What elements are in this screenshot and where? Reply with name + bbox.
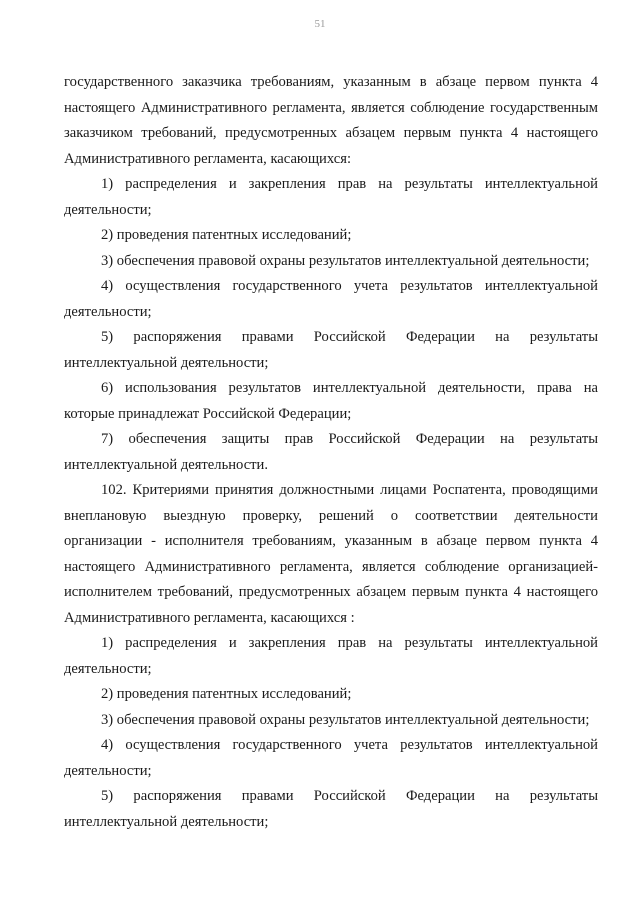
paragraph-continuation: государственного заказчика требованиям, указанным в абзаце первом пункта 4 настоящего Административного регламента, является соблюдение государственным заказчиком требований, предусмотренных абзацем первым пункта 4 настоящего Административного регламента, касающихся: xyxy=(64,74,598,167)
list-item: 7) обеспечения защиты прав Российской Федерации на результаты интеллектуальной деятельности. xyxy=(64,431,598,473)
list-item: 3) обеспечения правовой охраны результатов интеллектуальной деятельности; xyxy=(101,711,590,728)
list-item: 1) распределения и закрепления прав на результаты интеллектуальной деятельности; xyxy=(64,176,598,218)
list-item: 1) распределения и закрепления прав на результаты интеллектуальной деятельности; xyxy=(64,635,598,677)
list-item: 3) обеспечения правовой охраны результатов интеллектуальной деятельности; xyxy=(101,252,590,269)
list-item: 4) осуществления государственного учета результатов интеллектуальной деятельности; xyxy=(64,278,598,320)
list-item: 2) проведения патентных исследований; xyxy=(101,686,352,702)
list-item: 6) использования результатов интеллектуальной деятельности, права на которые принадлежат Российской Федерации; xyxy=(64,380,598,422)
section-paragraph-102: 102. Критериями принятия должностными лицами Роспатента, проводящими внеплановую выездную проверку, решений о соответствии деятельности организации - исполнителя требованиям, указанным в абзаце первом пункта 4 настоящего Административного регламента, является соблюдение организацией-исполнителем требований, предусмотренных абзацем первым пункта 4 настоящего Административного регламента, касающихся : xyxy=(64,482,598,626)
document-body xyxy=(64,70,598,835)
list-item: 4) осуществления государственного учета результатов интеллектуальной деятельности; xyxy=(64,737,598,779)
page-number: 51 xyxy=(314,18,326,30)
list-item: 5) распоряжения правами Российской Федерации на результаты интеллектуальной деятельности; xyxy=(64,329,598,371)
list-item: 5) распоряжения правами Российской Федерации на результаты интеллектуальной деятельности; xyxy=(64,788,598,830)
list-item: 2) проведения патентных исследований; xyxy=(101,227,352,243)
